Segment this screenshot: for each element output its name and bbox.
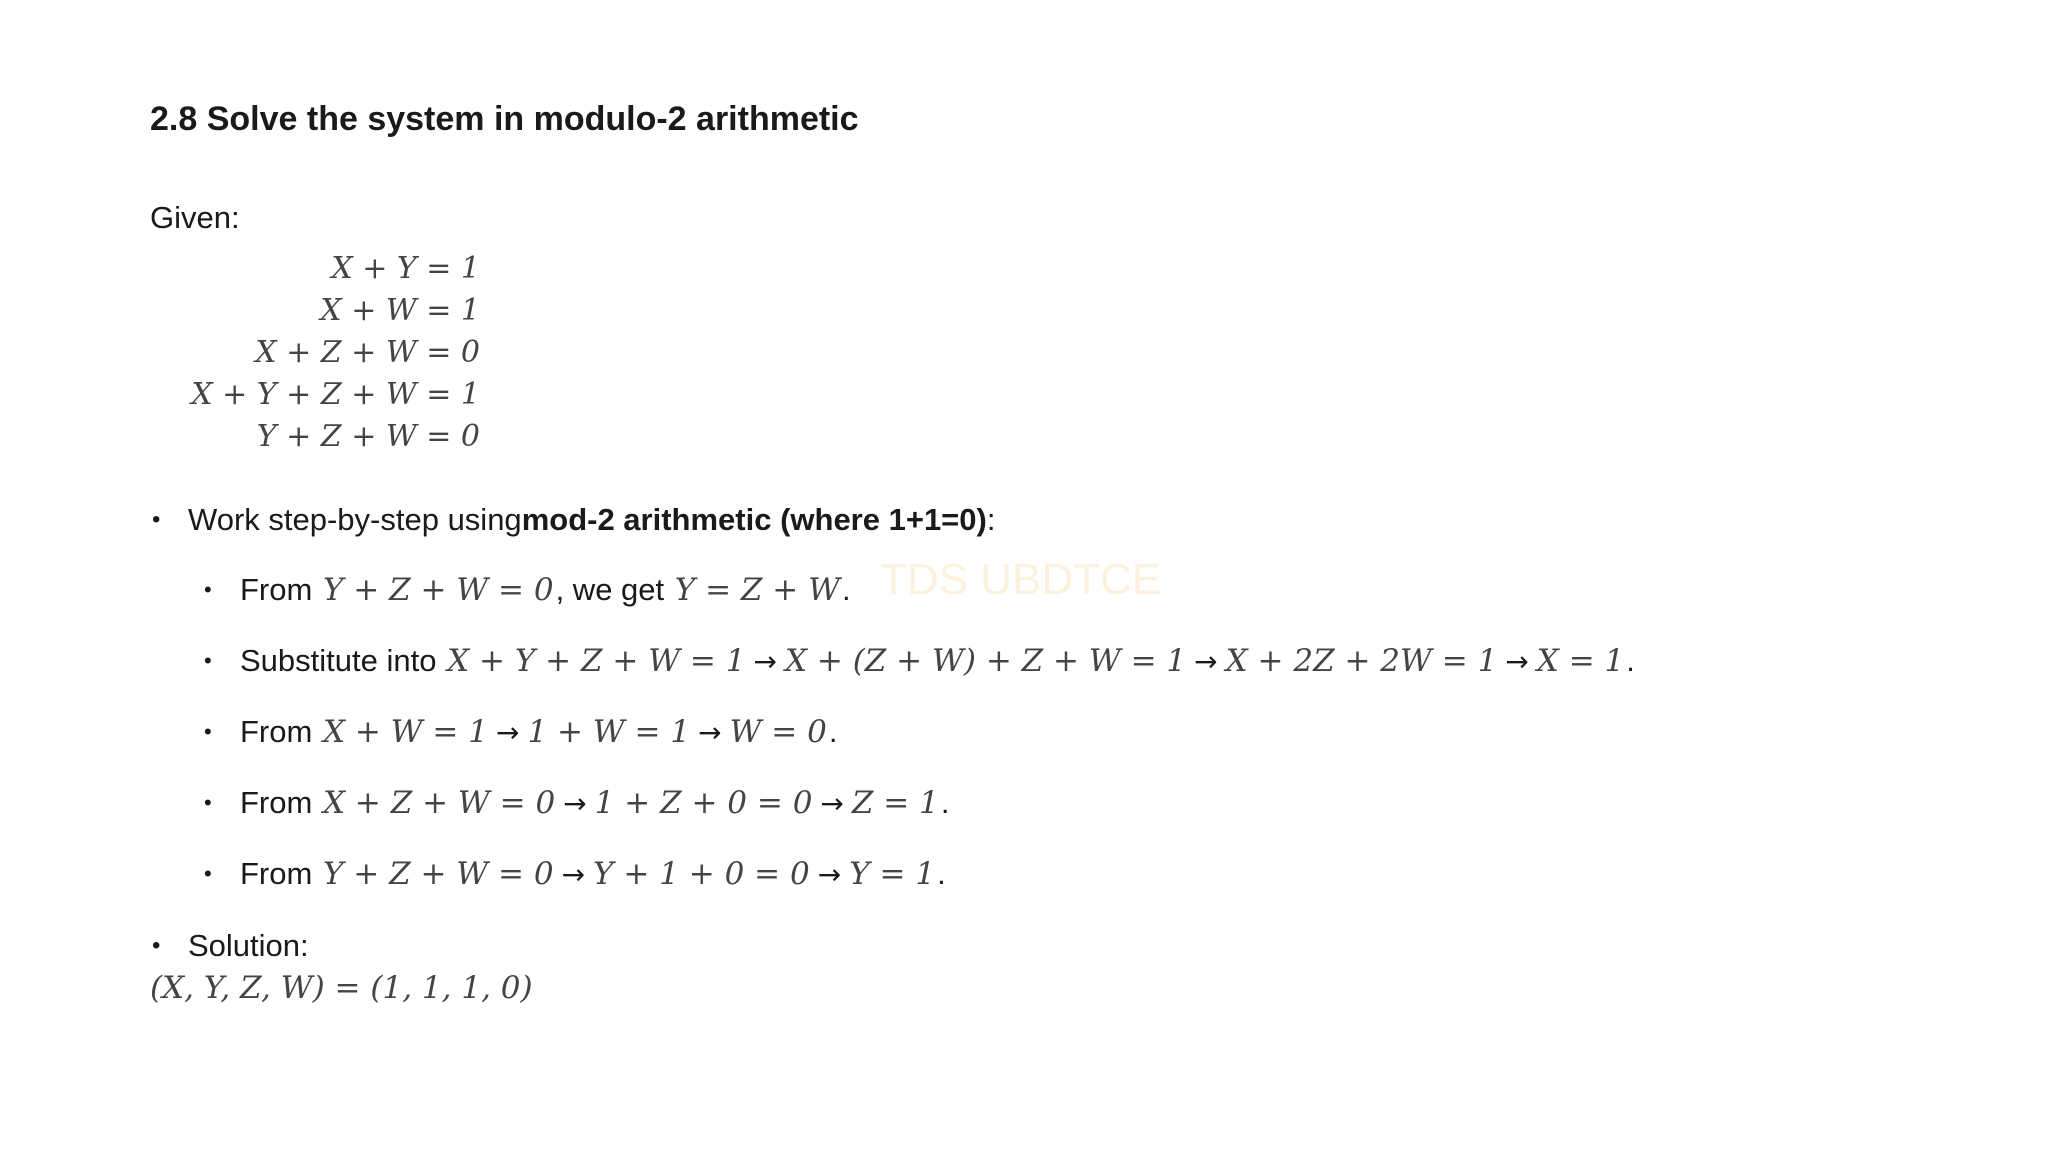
- step-math: Z = 1: [851, 785, 939, 821]
- step-text: .: [1626, 643, 1635, 678]
- equation: Y + Z + W = 0: [256, 419, 480, 454]
- bullet-icon: •: [204, 648, 212, 673]
- step-math: X + W = 1: [322, 714, 488, 750]
- step-math: Y + 1 + 0 = 0: [593, 856, 810, 892]
- step-intro-bold: mod-2 arithmetic (where 1+1=0): [521, 502, 987, 537]
- bullet-icon: •: [204, 719, 212, 744]
- watermark: TDS UBDTCE: [880, 555, 1162, 604]
- given-label: Given:: [150, 200, 240, 235]
- step-item: [202, 572, 851, 608]
- bullet-icon: •: [204, 577, 212, 602]
- arrow-icon: →: [698, 715, 722, 749]
- step-item: [202, 856, 946, 892]
- step-text: Substitute into: [240, 643, 446, 678]
- step-math: Y = Z + W: [674, 572, 840, 608]
- step-text: .: [842, 572, 851, 607]
- step-text: From: [240, 714, 321, 749]
- step-intro-suffix: :: [986, 502, 996, 537]
- arrow-icon: →: [820, 786, 844, 820]
- step-math: Y + Z + W = 0: [322, 572, 554, 608]
- step-math: X + Z + W = 0: [322, 785, 556, 821]
- arrow-icon: →: [817, 857, 842, 891]
- solution-item: [150, 928, 309, 964]
- arrow-icon: →: [753, 644, 777, 678]
- arrow-icon: →: [561, 857, 586, 891]
- step-math: X + 2Z + 2W = 1: [1225, 643, 1498, 679]
- step-math: X + Y + Z + W = 1: [447, 643, 746, 679]
- step-item: [202, 714, 838, 750]
- step-text: From: [240, 785, 321, 820]
- bullet-icon: •: [204, 861, 212, 886]
- solution-value: (X, Y, Z, W) = (1, 1, 1, 0): [150, 970, 533, 1006]
- arrow-icon: →: [563, 786, 587, 820]
- equation: X + W = 1: [320, 293, 480, 328]
- step-math: X + (Z + W) + Z + W = 1: [784, 643, 1187, 679]
- step-math: Y + Z + W = 0: [322, 856, 554, 892]
- step-item: [202, 643, 1635, 679]
- equation: X + Z + W = 0: [255, 335, 480, 370]
- arrow-icon: →: [1194, 644, 1218, 678]
- arrow-icon: →: [495, 715, 520, 749]
- bullet-icon: •: [152, 932, 161, 959]
- step-text: From: [240, 572, 321, 607]
- bullet-icon: •: [204, 790, 212, 815]
- step-math: Y = 1: [849, 856, 936, 892]
- solution-label: Solution:: [188, 928, 309, 963]
- step-math: W = 0: [729, 714, 827, 750]
- step-text: .: [828, 714, 838, 749]
- step-math: 1 + Z + 0 = 0: [594, 785, 813, 821]
- equation: X + Y = 1: [331, 251, 480, 286]
- step-math: X = 1: [1536, 643, 1625, 679]
- equation: X + Y + Z + W = 1: [191, 377, 480, 412]
- step-intro-prefix: Work step-by-step using: [188, 502, 522, 537]
- step-text: , we get: [555, 572, 673, 607]
- bullet-icon: •: [152, 506, 161, 533]
- step-item: [202, 785, 949, 821]
- step-intro-item: [150, 502, 995, 538]
- equation-system: [150, 248, 480, 458]
- step-text: From: [240, 856, 321, 891]
- page-title: 2.8 Solve the system in modulo-2 arithmetic: [150, 100, 859, 138]
- step-text: .: [940, 785, 950, 820]
- step-text: .: [937, 856, 946, 891]
- arrow-icon: →: [1505, 644, 1529, 678]
- step-math: 1 + W = 1: [527, 714, 691, 750]
